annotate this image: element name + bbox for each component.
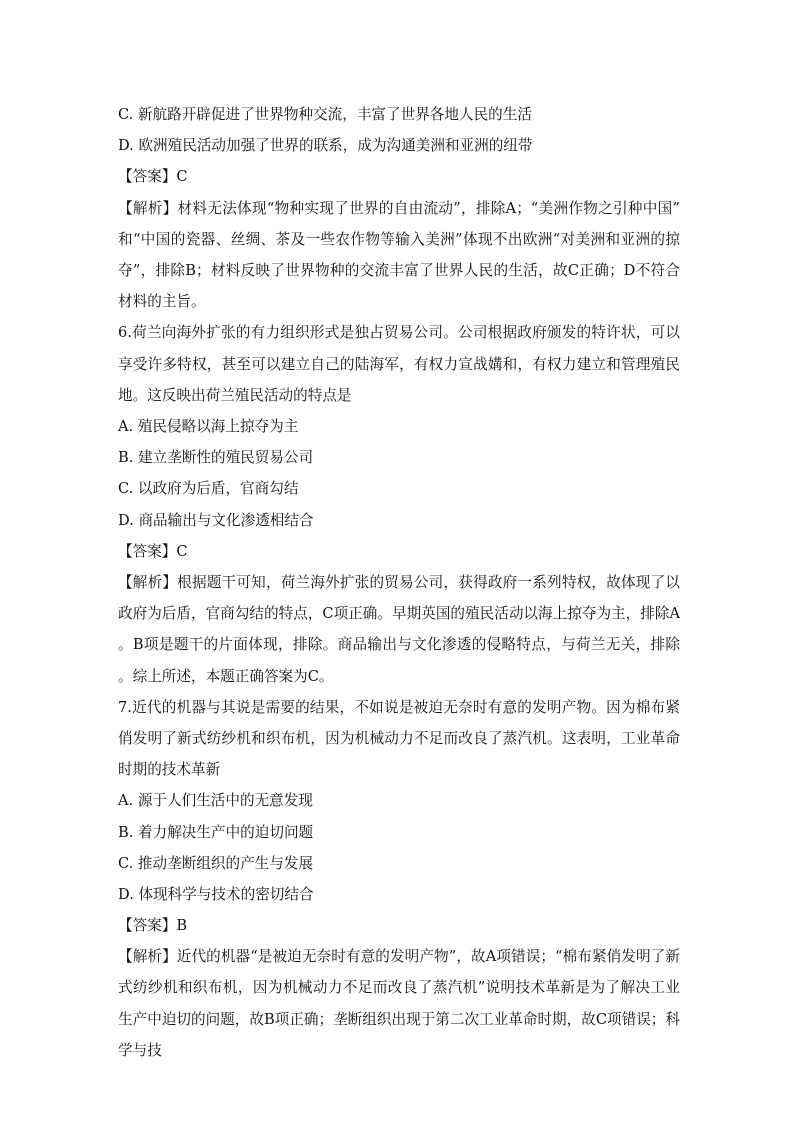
q5-analysis: 【解析】材料无法体现“物种实现了世界的自由流动”，排除A；“美洲作物之引种中国”和“中国的瓷器、丝绸、茶及一些农作物等输入美洲”体现不出欧洲“对美洲和亚洲的掠夺”，排除B；材料反映了世界物种的交流丰富了世界人民的生活，故C正确；D不符合材料的主旨。	[118, 199, 680, 311]
q6-stem: 6.荷兰向海外扩张的有力组织形式是独占贸易公司。公司根据政府颁发的特许状，可以享受许多特权，甚至可以建立自己的陆海军，有权力宣战媾和，有权力建立和管理殖民地。这反映出荷兰殖民活动的特点是	[118, 324, 680, 404]
q7-option-a: A. 源于人们生活中的无意发现	[118, 792, 313, 810]
q6-answer: 【答案】C	[118, 542, 188, 560]
q6-option-b: B. 建立垄断性的殖民贸易公司	[118, 449, 314, 467]
q5-option-d: D. 欧洲殖民活动加强了世界的联系，成为沟通美洲和亚洲的纽带	[118, 137, 533, 155]
q6-option-a: A. 殖民侵略以海上掠夺为主	[118, 417, 299, 435]
q7-option-b: B. 着力解决生产中的迫切问题	[118, 823, 314, 841]
q7-option-d: D. 体现科学与技术的密切结合	[118, 885, 314, 903]
q6-analysis: 【解析】根据题干可知，荷兰海外扩张的贸易公司，获得政府一系列特权，故体现了以政府为后盾，官商勾结的特点，C项正确。早期英国的殖民活动以海上掠夺为主，排除A。B项是题干的片面体现，排除。商品输出与文化渗透的侵略特点，与荷兰无关，排除。综上所述，本题正确答案为C。	[118, 573, 680, 685]
document-page	[118, 99, 680, 1066]
q7-option-c: C. 推动垄断组织的产生与发展	[118, 854, 314, 872]
q7-stem: 7.近代的机器与其说是需要的结果，不如说是被迫无奈时有意的发明产物。因为棉布紧俏发明了新式纺纱机和织布机，因为机械动力不足而改良了蒸汽机。这表明，工业革命时期的技术革新	[118, 698, 680, 779]
q7-answer: 【答案】B	[118, 917, 188, 935]
q5-option-c: C. 新航路开辟促进了世界物种交流，丰富了世界各地人民的生活	[118, 106, 532, 123]
q6-option-c: C. 以政府为后盾，官商勾结	[118, 480, 299, 498]
q6-option-d: D. 商品输出与文化渗透相结合	[118, 511, 314, 529]
q5-answer: 【答案】C	[118, 168, 188, 186]
q7-analysis: 【解析】近代的机器“是被迫无奈时有意的发明产物”，故A项错误；“棉布紧俏发明了新式纺纱机和织布机，因为机械动力不足而改良了蒸汽机”说明技术革新是为了解决工业生产中迫切的问题，故B项正确；垄断组织出现于第二次工业革命时期，故C项错误；科学与技	[118, 948, 680, 1059]
